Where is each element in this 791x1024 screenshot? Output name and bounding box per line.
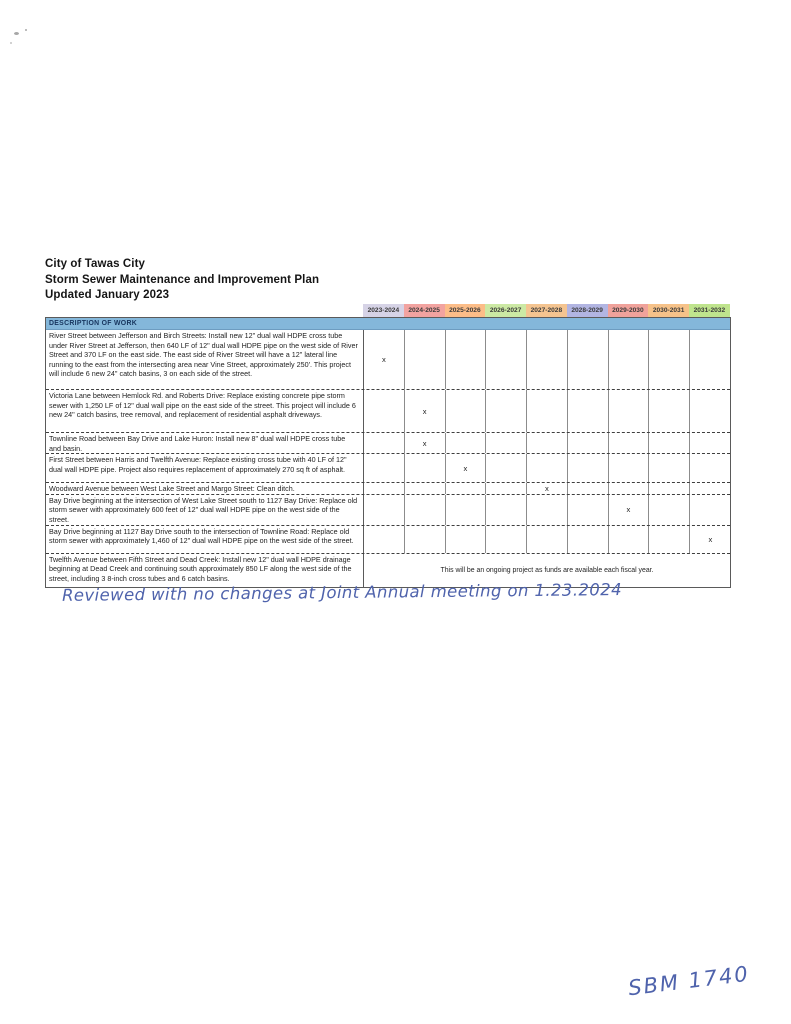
- work-description: Woodward Avenue between West Lake Street and Margo Street: Clean ditch.: [46, 483, 364, 494]
- document-title: [45, 257, 319, 304]
- table-row: [46, 482, 730, 494]
- title-line-updated: Updated January 2023: [45, 289, 170, 301]
- schedule-cell: [649, 390, 690, 432]
- schedule-cell: [486, 330, 527, 389]
- schedule-cell: [405, 454, 446, 482]
- schedule-cell: [405, 526, 446, 553]
- scan-speck: [25, 29, 27, 31]
- year-header-cell: 2028-2029: [567, 304, 608, 317]
- schedule-cell: [649, 454, 690, 482]
- schedule-cell: [446, 483, 487, 494]
- schedule-cell: [568, 330, 609, 389]
- ongoing-note-cell: This will be an ongoing project as funds are available each fiscal year.: [440, 566, 654, 574]
- schedule-cell: [649, 330, 690, 389]
- schedule-mark-cell: x: [405, 390, 446, 432]
- plan-table: [45, 304, 731, 588]
- schedule-cell: [690, 390, 730, 432]
- year-header-cell: 2026-2027: [485, 304, 526, 317]
- table-row: [46, 553, 730, 587]
- schedule-cell: [486, 526, 527, 553]
- plan-table-body: [45, 317, 731, 588]
- schedule-cell: [609, 483, 650, 494]
- schedule-cell: [486, 483, 527, 494]
- schedule-mark-cell: x: [708, 534, 713, 544]
- schedule-cell: [568, 526, 609, 553]
- handwritten-corner-note: SBM 1740: [626, 961, 751, 1001]
- table-row: [46, 389, 730, 432]
- schedule-cell: [405, 495, 446, 525]
- schedule-cell: [405, 483, 446, 494]
- schedule-cell: [364, 483, 405, 494]
- description-of-work-header: DESCRIPTION OF WORK: [46, 318, 730, 330]
- schedule-cell: [568, 433, 609, 453]
- schedule-cell: [649, 433, 690, 453]
- schedule-cell: [446, 390, 487, 432]
- table-row: [46, 432, 730, 453]
- schedule-cell: [649, 526, 690, 553]
- year-header-cell: 2025-2026: [445, 304, 486, 317]
- schedule-cell: [649, 483, 690, 494]
- schedule-cell: [568, 495, 609, 525]
- schedule-cell: [609, 526, 650, 553]
- schedule-cell: [364, 526, 405, 553]
- schedule-cell: [568, 454, 609, 482]
- schedule-cell: [486, 454, 527, 482]
- schedule-mark-cell: x: [527, 483, 568, 494]
- schedule-cell: [609, 433, 650, 453]
- year-header-row: [363, 304, 731, 317]
- title-line-plan: Storm Sewer Maintenance and Improvement Plan: [45, 273, 320, 286]
- schedule-cell: [486, 433, 527, 453]
- schedule-cell: [446, 495, 487, 525]
- schedule-cell: [609, 390, 650, 432]
- schedule-cell: [527, 495, 568, 525]
- schedule-cell: [364, 454, 405, 482]
- table-row: [46, 494, 730, 525]
- work-description: Townline Road between Bay Drive and Lake Huron: Install new 8" dual wall HDPE cross tube and basin.: [46, 433, 364, 453]
- schedule-cell: [446, 330, 487, 389]
- schedule-cell: [486, 495, 527, 525]
- schedule-cell: [364, 433, 405, 453]
- schedule-cell: [527, 433, 568, 453]
- year-header-cell: 2031-2032: [689, 304, 730, 317]
- work-description: First Street between Harris and Twelfth Avenue: Replace existing cross tube with 40 LF of 12" dual wall HDPE pipe. Project also requires replacement of approximately 270 sq ft of asphalt.: [46, 454, 364, 482]
- scan-speck: [10, 42, 12, 44]
- schedule-cell: [527, 390, 568, 432]
- work-description: River Street between Jefferson and Birch Streets: Install new 12" dual wall HDPE cross tube under River Street at Jefferson, then 640 LF of 12" dual wall HDPE pipe on the west side of River Street and 370 LF on the east side. The east side of River Street will have a 12" lateral line running to the east from the intersecting area near Vine Street, approximately 250'. This project will include 6 new 24" catch basins, 3 on each side of the street.: [46, 330, 364, 389]
- schedule-cell: [446, 526, 487, 553]
- year-header-cell: 2023-2024: [363, 304, 404, 317]
- title-line-city: City of Tawas City: [45, 258, 145, 270]
- schedule-cell: [609, 330, 650, 389]
- schedule-mark-cell: x: [364, 330, 405, 389]
- schedule-cell: [527, 526, 568, 553]
- year-header-cell: 2030-2031: [648, 304, 689, 317]
- schedule-cell: [364, 495, 405, 525]
- handwritten-review-note: Reviewed with no changes at Joint Annual meeting on 1.23.2024: [61, 580, 623, 605]
- schedule-cell: [486, 390, 527, 432]
- schedule-cell: [649, 495, 690, 525]
- schedule-cell: [568, 390, 609, 432]
- schedule-cell: [690, 454, 730, 482]
- schedule-cell: [446, 433, 487, 453]
- schedule-mark-cell: x: [609, 495, 650, 525]
- table-row: [46, 525, 730, 553]
- schedule-cell: [568, 483, 609, 494]
- schedule-cell: [690, 330, 730, 389]
- schedule-cell: [609, 454, 650, 482]
- schedule-mark-cell: x: [405, 433, 446, 453]
- schedule-cell: [690, 483, 730, 494]
- schedule-cell: [690, 433, 730, 453]
- year-header-cell: 2027-2028: [526, 304, 567, 317]
- schedule-cell: [405, 330, 446, 389]
- table-row: [46, 453, 730, 482]
- work-description: Bay Drive beginning at the intersection of West Lake Street south to 1127 Bay Drive: Replace old storm sewer with approximately 600 feet of 12" dual wall HDPE pipe on the west side of the street.: [46, 495, 364, 525]
- schedule-cell: [527, 330, 568, 389]
- table-row: [46, 330, 730, 389]
- work-description: Victoria Lane between Hemlock Rd. and Roberts Drive: Replace existing concrete pipe storm sewer with 1,250 LF of 12" dual wall pipe on the east side of the street. This project will include 6 new 24" catch basins, tree removal, and replacement of residential asphalt driveways.: [46, 390, 364, 432]
- work-description: Twelfth Avenue between Fifth Street and Dead Creek: Install new 12" dual wall HDPE drainage beginning at Dead Creek and continuing south approximately 850 LF along the west side of the street, including 3 8-inch cross tubes and 6 catch basins.: [46, 554, 364, 587]
- schedule-mark-cell: x: [446, 454, 487, 482]
- schedule-cell: [527, 454, 568, 482]
- work-description: Bay Drive beginning at 1127 Bay Drive south to the intersection of Townline Road: Replace old storm sewer with approximately 1,460 of 12" dual wall HDPE pipe on the west side of the street.: [46, 526, 364, 553]
- year-header-cell: 2029-2030: [608, 304, 649, 317]
- schedule-cell: [690, 495, 730, 525]
- year-header-cell: 2024-2025: [404, 304, 445, 317]
- scan-speck: [14, 32, 19, 35]
- schedule-cell: [364, 390, 405, 432]
